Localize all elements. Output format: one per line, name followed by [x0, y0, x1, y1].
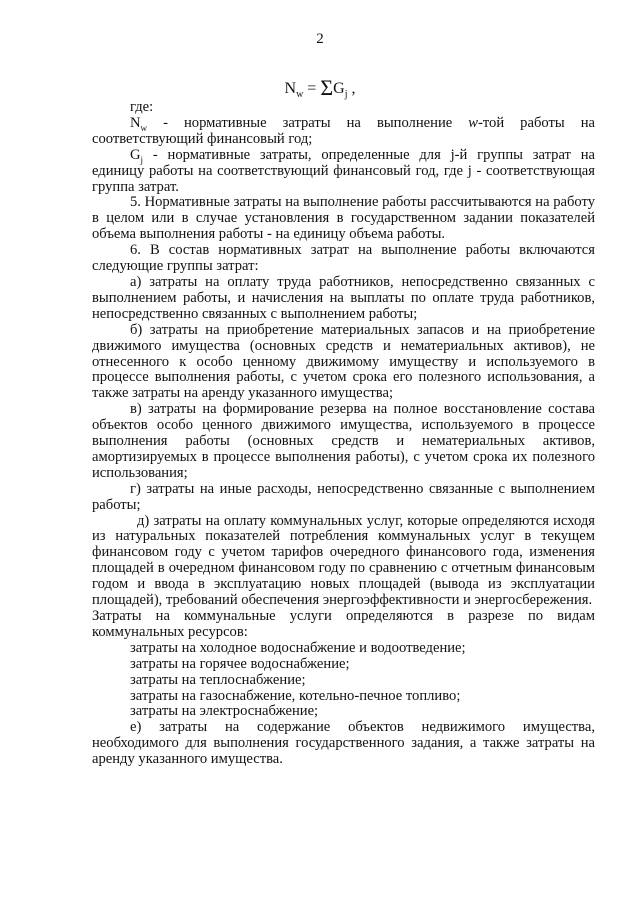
nw-def-part-b: -той работы на соответствующий финансовый год;	[92, 114, 595, 147]
nw-definition	[92, 116, 595, 148]
paragraph-5: 5. Нормативные затраты на выполнение работы рассчитываются на работу в целом или в случае установления в государственном задании показателей объема выполнения работы - на единицу объема работы.	[92, 194, 595, 243]
item-e: е) затраты на содержание объектов недвижимого имущества, необходимого для выполнения государственного задания, а также затраты на аренду указанного имущества.	[92, 719, 595, 768]
list-item: затраты на горячее водоснабжение;	[130, 655, 350, 672]
nw-def-part-a: - нормативные затраты на выполнение	[147, 114, 469, 131]
formula-equals: =	[303, 80, 321, 97]
utilities-paragraph: Затраты на коммунальные услуги определяются в разрезе по видам коммунальных ресурсов:	[92, 608, 595, 640]
list-item: затраты на газоснабжение, котельно-печное топливо;	[130, 687, 461, 704]
formula-rhs-sub: j	[344, 89, 348, 101]
gj-symbol: G	[130, 146, 141, 163]
item-b: б) затраты на приобретение материальных запасов и на приобретение движимого имущества (основных средств и нематериальных активов), не отнесенного к особо ценному движимому имуществу и используемого в процессе выполнения работы, с учетом срока его полезного использования, а также затраты на аренду указанного имущества;	[92, 321, 595, 402]
formula-tail: ,	[347, 80, 356, 97]
nw-subscript: w	[140, 122, 148, 133]
formula-sigma: Σ	[320, 75, 334, 100]
where-label: где:	[130, 99, 154, 115]
item-d: д) затраты на оплату коммунальных услуг, которые определяются исходя из натуральных показателей потребления коммунальных услуг в текущем финансовом году с учетом тарифов очередного финансового года, изменения площадей в очередном финансовом году по сравнению с отчетным финансовым годом и ввода в эксплуатацию новых площадей (вывода из эксплуатации площадей), требований обеспечения энергоэффективности и энергосбережения.	[92, 512, 595, 609]
paragraph-6: 6. В состав нормативных затрат на выполнение работы включаются следующие группы затрат:	[92, 242, 595, 275]
gj-def-text: - нормативные затраты, определенные для j-й группы затрат на единицу работы на соответствующий финансовый год, где j - соответствующая группа затрат.	[92, 146, 595, 195]
formula-lhs-sub: w	[296, 89, 304, 101]
page-number: 2	[316, 31, 324, 47]
gj-subscript: j	[140, 154, 144, 165]
document-body	[92, 100, 595, 768]
item-a: а) затраты на оплату труда работников, непосредственно связанных с выполнением работы, и начисления на выплаты по оплате труда работников, непосредственно связанных с выполнением работы;	[92, 273, 595, 322]
list-item: затраты на теплоснабжение;	[130, 671, 306, 688]
item-g: г) затраты на иные расходы, непосредственно связанные с выполнением работы;	[92, 480, 595, 513]
formula-rhs: G	[333, 80, 345, 97]
nw-symbol: N	[130, 114, 141, 131]
formula-lhs: N	[284, 80, 297, 97]
gj-definition	[92, 148, 595, 196]
nw-def-w: w	[468, 114, 478, 131]
list-item: затраты на холодное водоснабжение и водоотведение;	[130, 639, 466, 656]
item-v: в) затраты на формирование резерва на полное восстановление состава объектов особо ценного движимого имущества, используемого в процессе выполнения работы (основных средств и нематериальных активов, амортизируемых в процессе выполнения работы), с учетом срока их полезного использования;	[92, 401, 595, 481]
list-item: затраты на электроснабжение;	[130, 703, 319, 720]
